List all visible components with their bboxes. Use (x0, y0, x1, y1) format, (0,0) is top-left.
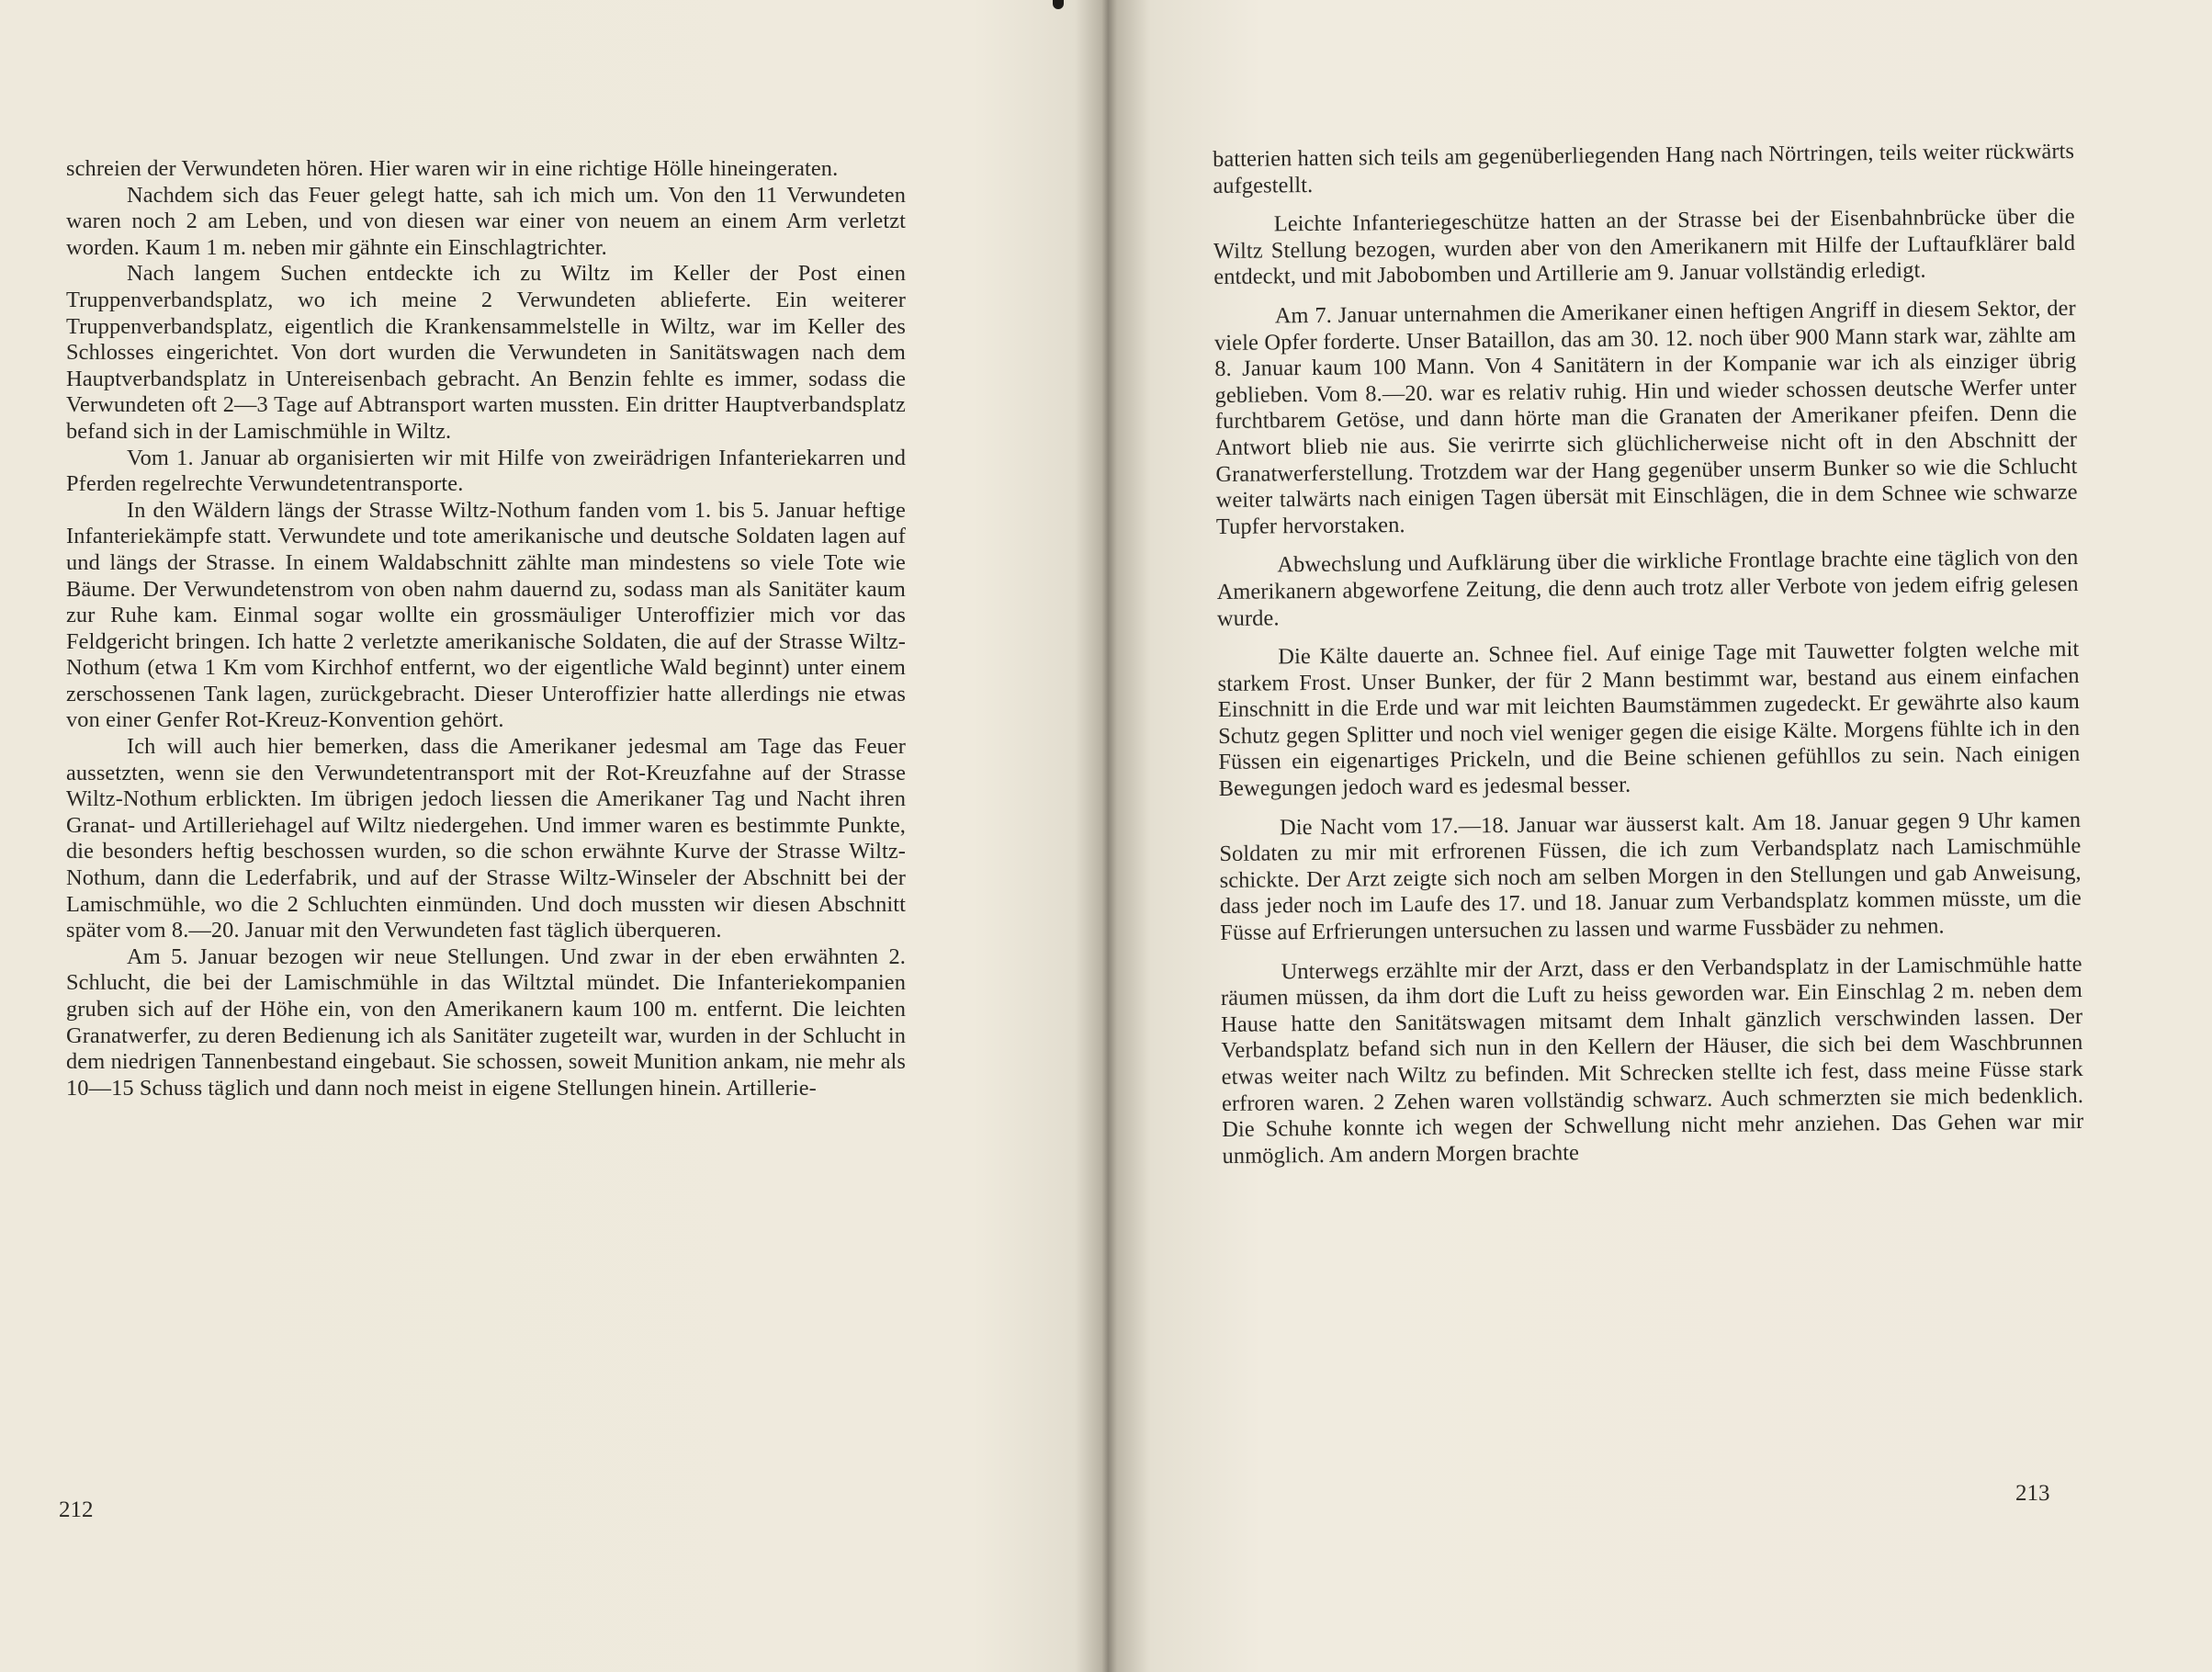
paragraph: batterien hatten sich teils am gegenüberliegenden Hang nach Nörtringen, teils weiter rückwärts aufgestellt. (1213, 138, 2075, 198)
paragraph: Die Nacht vom 17.—18. Januar war äusserst kalt. Am 18. Januar gegen 9 Uhr kamen Soldaten zu mir mit erfrorenen Füssen, die ich zum Verbandsplatz nach Lamischmühle schickte. Der Arzt zeigte sich noch am selben Morgen in den Stellungen und gab Anweisung, dass jeder noch im Laufe des 17. und 18. Januar zum Verbandsplatz kommen müsste, um die Füsse auf Erfrierungen untersuchen zu lassen und warme Fussbäder zu nehmen. (1219, 807, 2082, 945)
paragraph: Unterwegs erzählte mir der Arzt, dass er den Verbandsplatz in der Lamischmühle hatte räumen müssen, da ihm dort die Luft zu heiss geworden war. Ein Einschlag 2 m. neben dem Hause hatte den Sanitätswagen mitsamt dem Inhalt gänzlich verschwinden lassen. Der Verbandsplatz befand sich nun in den Kellern der Häuser, die sich bei dem Waschbrunnen etwas weiter nach Wiltz zu befinden. Mit Schrecken stellte ich fest, dass meine Füsse stark erfroren waren. 2 Zehen waren vollständig schwarz. Auch schmerzten sie mich bedenklich. Die Schuhe konnte ich wegen der Schwellung nicht mehr anziehen. Das Gehen war mir unmöglich. Am andern Morgen brachte (1220, 951, 2084, 1169)
paragraph: Leichte Infanteriegeschütze hatten an der Strasse bei der Eisenbahnbrücke über die Wiltz Stellung bezogen, wurden aber von den Amerikanern mit Hilfe der Luftaufklärer bald entdeckt, und mit Jabobomben und Artillerie am 9. Januar vollständig erledigt. (1213, 204, 2076, 290)
left-page (0, 0, 1102, 1672)
paragraph: Ich will auch hier bemerken, dass die Amerikaner jedesmal am Tage das Feuer aussetzten, wenn sie den Verwundetentransport mit der Rot-Kreuzfahne auf der Strasse Wiltz-Nothum erblickten. Im übrigen jedoch liessen die Amerikaner Tag und Nacht ihren Granat- und Artilleriehagel auf Wiltz niedergehen. Und immer waren es bestimmte Punkte, die besonders heftig beschossen wurden, so die schon erwähnte Kurve der Strasse Wiltz-Nothum, dann die Lederfabrik, und auf der Strasse Wiltz-Winseler der Abschnitt bei der Lamischmühle, wo die 2 Schluchten einmünden. Und doch mussten wir diesen Abschnitt später vom 8.—20. Januar mit den Verwundeten fast täglich überqueren. (66, 734, 906, 943)
paragraph: In den Wäldern längs der Strasse Wiltz-Nothum fanden vom 1. bis 5. Januar heftige Infanteriekämpfe statt. Verwundete und tote amerikanische und deutsche Soldaten lagen auf und längs der Strasse. In einem Waldabschnitt zählte man mindestens so viele Tote wie Bäume. Der Verwundetenstrom von oben nahm dauernd zu, sodass man als Sanitäter kaum zur Ruhe kam. Einmal sogar wollte ein grossmäuliger Unteroffizier mich vor das Feldgericht bringen. Ich hatte 2 verletzte amerikanische Soldaten, die auf der Strasse Wiltz-Nothum (etwa 1 Km vom Kirchhof entfernt, wo der eigentliche Wald beginnt) unter einem zerschossenen Tank lagen, zurückgebracht. Dieser Unteroffizier hatte allerdings nie etwas von einer Genfer Rot-Kreuz-Konvention gehört. (66, 497, 906, 733)
right-page (1106, 0, 2212, 1672)
paragraph: Nach langem Suchen entdeckte ich zu Wiltz im Keller der Post einen Truppenverbandsplatz, wo ich meine 2 Verwundeten ablieferte. Ein weiterer Truppenverbandsplatz, eigentlich die Krankensammelstelle in Wiltz, war im Keller des Schlosses eingerichtet. Von dort wurden die Verwundeten in Sanitätswagen nach dem Hauptverbandsplatz in Untereisenbach gebracht. An Benzin fehlte es immer, sodass die Verwundeten oft 2—3 Tage auf Abtransport warten mussten. Ein dritter Hauptverbandsplatz befand sich in der Lamischmühle in Wiltz. (66, 261, 906, 444)
paragraph: Die Kälte dauerte an. Schnee fiel. Auf einige Tage mit Tauwetter folgten welche mit starkem Frost. Unser Bunker, der für 2 Mann bestimmt war, bestand aus einem einfachen Einschnitt in die Erde und war mit leichten Baumstämmen zugedeckt. Er gewährte also kaum Schutz gegen Splitter und noch viel weniger gegen die eisige Kälte. Morgens fühlte ich in den Füssen ein eigenartiges Prickeln, und die Beine schienen gefühllos zu sein. Nach einigen Bewegungen jedoch ward es jedesmal besser. (1217, 637, 2081, 802)
paragraph: Nachdem sich das Feuer gelegt hatte, sah ich mich um. Von den 11 Verwundeten waren noch 2 am Leben, und von diesen war einer von neuem an einem Arm verletzt worden. Kaum 1 m. neben mir gähnte ein Einschlagtrichter. (66, 182, 906, 260)
paragraph: schreien der Verwundeten hören. Hier waren wir in eine richtige Hölle hineingeraten. (66, 156, 839, 181)
paragraph: Am 7. Januar unternahmen die Amerikaner einen heftigen Angriff in diesem Sektor, der viele Opfer forderte. Unser Bataillon, das am 30. 12. noch über 900 Mann stark war, zählte am 8. Januar kaum 100 Mann. Von 4 Sanitätern in der Kompanie war ich als einziger übrig geblieben. Vom 8.—20. war es relativ ruhig. Hin und wieder schossen deutsche Werfer unter furchtbarem Getöse, und dann hörte man die Granaten der Amerikaner pfeifen. Denn die Antwort blieb nie aus. Sie verirrte sich glüchlicherweise nicht oft in den Abschnitt der Granatwerferstellung. Trotzdem war der Hang gegenüber unserm Bunker so wie die Schlucht weiter talwärts nach einigen Tagen übersät mit Einschlägen, die in dem Schnee wie schwarze Tupfer hervorstaken. (1213, 295, 2078, 539)
right-page-text (1213, 139, 2084, 1182)
paragraph: Am 5. Januar bezogen wir neue Stellungen. Und zwar in der eben erwähnten 2. Schlucht, die bei der Lamischmühle in das Wiltztal mündet. Die Infanteriekompanien gruben sich auf der Höhe ein, von den Amerikanern kaum 100 m. entfernt. Die leichten Granatwerfer, zu deren Bedienung ich als Sanitäter zugeteilt war, wurden in der Schlucht in dem niedrigen Tannenbestand eingebaut. Sie schossen, soweit Munition ankam, nie mehr als 10—15 Schuss täglich und dann noch meist in eigene Stellungen hinein. Artillerie- (66, 943, 906, 1101)
paragraph: Vom 1. Januar ab organisierten wir mit Hilfe von zweirädrigen Infanteriekarren und Pferden regelrechte Verwundetentransporte. (66, 445, 906, 497)
page-number-left: 212 (59, 1497, 94, 1522)
paragraph: Abwechslung und Aufklärung über die wirkliche Frontlage brachte eine täglich von den Amerikanern abgeworfene Zeitung, die denn auch trotz aller Verbote von jedem eifrig gelesen wurde. (1216, 545, 2079, 631)
left-page-text (66, 156, 906, 1101)
page-number-right: 213 (2015, 1481, 2050, 1506)
